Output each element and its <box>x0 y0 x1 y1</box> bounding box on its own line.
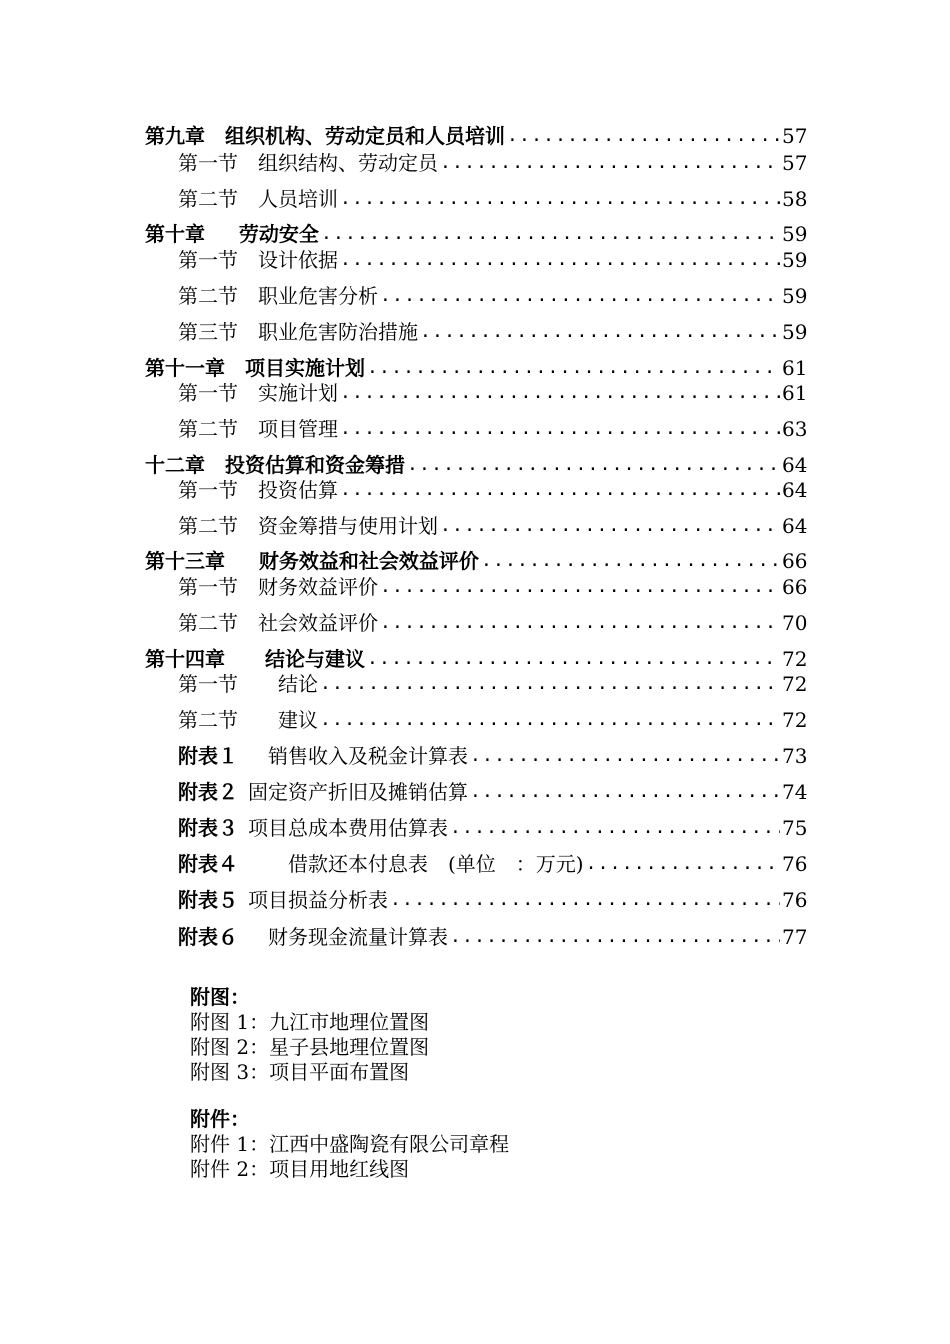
toc-section-row <box>178 187 806 211</box>
toc-dot-leader <box>321 222 780 246</box>
toc-dot-leader <box>340 417 780 441</box>
toc-appendix-row <box>178 780 806 804</box>
toc-dot-leader <box>390 888 780 912</box>
toc-entry-title: 第三节 职业危害防治措施 <box>178 320 418 344</box>
toc-section-row <box>178 417 806 441</box>
attachment-item: 附件 1：江西中盛陶瓷有限公司章程 <box>190 1132 510 1156</box>
toc-chapter-row <box>145 647 806 671</box>
toc-section-row <box>178 381 806 405</box>
toc-dot-leader <box>320 672 780 696</box>
toc-dot-leader <box>340 478 780 502</box>
toc-entry-title: 第十一章 项目实施计划 <box>145 356 365 380</box>
figure-item: 附图 2：星子县地理位置图 <box>190 1035 430 1059</box>
toc-chapter-row <box>145 356 806 380</box>
toc-dot-leader <box>507 124 780 148</box>
toc-chapter-row <box>145 549 806 573</box>
attachment-item: 附件 2：项目用地红线图 <box>190 1157 410 1181</box>
toc-section-row <box>178 514 806 538</box>
toc-section-row <box>178 284 806 308</box>
toc-appendix-label: 附表１ <box>178 744 238 768</box>
toc-entry-title: 销售收入及税金计算表 <box>248 744 468 768</box>
toc-page-number: 59 <box>782 284 808 308</box>
toc-entry-title: 十二章 投资估算和资金筹措 <box>145 453 405 477</box>
toc-page-number: 59 <box>782 248 808 272</box>
toc-appendix-row <box>178 816 806 840</box>
toc-section-row <box>178 672 806 696</box>
toc-entry-title: 第十三章 财务效益和社会效益评价 <box>145 549 479 573</box>
toc-page-number: 72 <box>782 672 808 696</box>
toc-page-number: 76 <box>782 852 808 876</box>
toc-page-number: 70 <box>782 611 808 635</box>
toc-page-number: 77 <box>782 925 808 949</box>
toc-entry-title: 固定资产折旧及摊销估算 <box>248 780 468 804</box>
toc-chapter-row <box>145 124 806 148</box>
attachments-heading: 附件： <box>190 1107 250 1131</box>
toc-entry-title: 第二节 项目管理 <box>178 417 338 441</box>
toc-dot-leader <box>340 381 780 405</box>
toc-entry-title: 项目损益分析表 <box>248 888 388 912</box>
toc-page-number: 76 <box>782 888 808 912</box>
toc-dot-leader <box>340 248 780 272</box>
toc-appendix-row <box>178 744 806 768</box>
toc-dot-leader <box>470 780 780 804</box>
toc-appendix-row <box>178 852 806 876</box>
toc-entry-title: 项目总成本费用估算表 <box>248 816 448 840</box>
toc-entry-title: 第一节 结论 <box>178 672 318 696</box>
toc-dot-leader <box>380 611 780 635</box>
toc-page-number: 61 <box>782 356 808 380</box>
toc-dot-leader <box>367 356 780 380</box>
toc-entry-title: 第十四章 结论与建议 <box>145 647 365 671</box>
toc-chapter-row <box>145 222 806 246</box>
toc-page-number: 64 <box>782 478 808 502</box>
toc-section-row <box>178 708 806 732</box>
toc-section-row <box>178 151 806 175</box>
toc-dot-leader <box>320 708 780 732</box>
toc-appendix-label: 附表５ <box>178 888 238 912</box>
toc-entry-title: 第九章 组织机构、劳动定员和人员培训 <box>145 124 505 148</box>
toc-section-row <box>178 575 806 599</box>
figures-heading: 附图： <box>190 985 250 1009</box>
toc-appendix-label: 附表２ <box>178 780 238 804</box>
toc-section-row <box>178 320 806 344</box>
toc-dot-leader <box>380 575 780 599</box>
toc-page-number: 58 <box>782 187 808 211</box>
toc-section-row <box>178 611 806 635</box>
toc-entry-title: 第一节 财务效益评价 <box>178 575 378 599</box>
toc-entry-title: 财务现金流量计算表 <box>248 925 448 949</box>
toc-page-number: 61 <box>782 381 808 405</box>
figures-list <box>190 985 429 1085</box>
toc-entry-title: 第二节 资金筹措与使用计划 <box>178 514 438 538</box>
toc-dot-leader <box>586 852 780 876</box>
toc-entry-title: 第一节 投资估算 <box>178 478 338 502</box>
toc-page-number: 64 <box>782 514 808 538</box>
toc-dot-leader <box>420 320 780 344</box>
figure-item: 附图 1：九江市地理位置图 <box>190 1010 430 1034</box>
toc-page-number: 72 <box>782 708 808 732</box>
toc-entry-title: 第二节 社会效益评价 <box>178 611 378 635</box>
toc-page-number: 66 <box>782 575 808 599</box>
toc-page-number: 63 <box>782 417 808 441</box>
attachments-list <box>190 1107 509 1182</box>
toc-dot-leader <box>367 647 780 671</box>
toc-entry-title: 第二节 人员培训 <box>178 187 338 211</box>
toc-page-number: 74 <box>782 780 808 804</box>
toc-appendix-label: 附表６ <box>178 925 238 949</box>
toc-entry-title: 第二节 建议 <box>178 708 318 732</box>
toc-section-row <box>178 248 806 272</box>
toc-page-number: 57 <box>782 151 808 175</box>
toc-dot-leader <box>440 514 780 538</box>
toc-dot-leader <box>440 151 780 175</box>
toc-entry-title: 第十章 劳动安全 <box>145 222 319 246</box>
toc-appendix-row <box>178 925 806 949</box>
toc-entry-title: 第一节 设计依据 <box>178 248 338 272</box>
toc-page-number: 75 <box>782 816 808 840</box>
toc-dot-leader <box>340 187 780 211</box>
toc-appendix-row <box>178 888 806 912</box>
toc-entry-title: 借款还本付息表 (单位 ：万元) <box>248 852 584 876</box>
toc-dot-leader <box>380 284 780 308</box>
toc-appendix-label: 附表３ <box>178 816 238 840</box>
toc-chapter-row <box>145 453 806 477</box>
toc-page-number: 64 <box>782 453 808 477</box>
toc-dot-leader <box>481 549 780 573</box>
toc-page-number: 73 <box>782 744 808 768</box>
toc-page-number: 59 <box>782 320 808 344</box>
toc-page-number: 72 <box>782 647 808 671</box>
toc-appendix-label: 附表４ <box>178 852 238 876</box>
toc-page-number: 66 <box>782 549 808 573</box>
toc-section-row <box>178 478 806 502</box>
toc-dot-leader <box>450 925 780 949</box>
toc-entry-title: 第一节 实施计划 <box>178 381 338 405</box>
toc-entry-title: 第二节 职业危害分析 <box>178 284 378 308</box>
toc-dot-leader <box>470 744 780 768</box>
figure-item: 附图 3：项目平面布置图 <box>190 1060 410 1084</box>
toc-dot-leader <box>450 816 780 840</box>
toc-entry-title: 第一节 组织结构、劳动定员 <box>178 151 438 175</box>
toc-page-number: 59 <box>782 222 808 246</box>
toc-dot-leader <box>407 453 780 477</box>
toc-page-number: 57 <box>782 124 808 148</box>
